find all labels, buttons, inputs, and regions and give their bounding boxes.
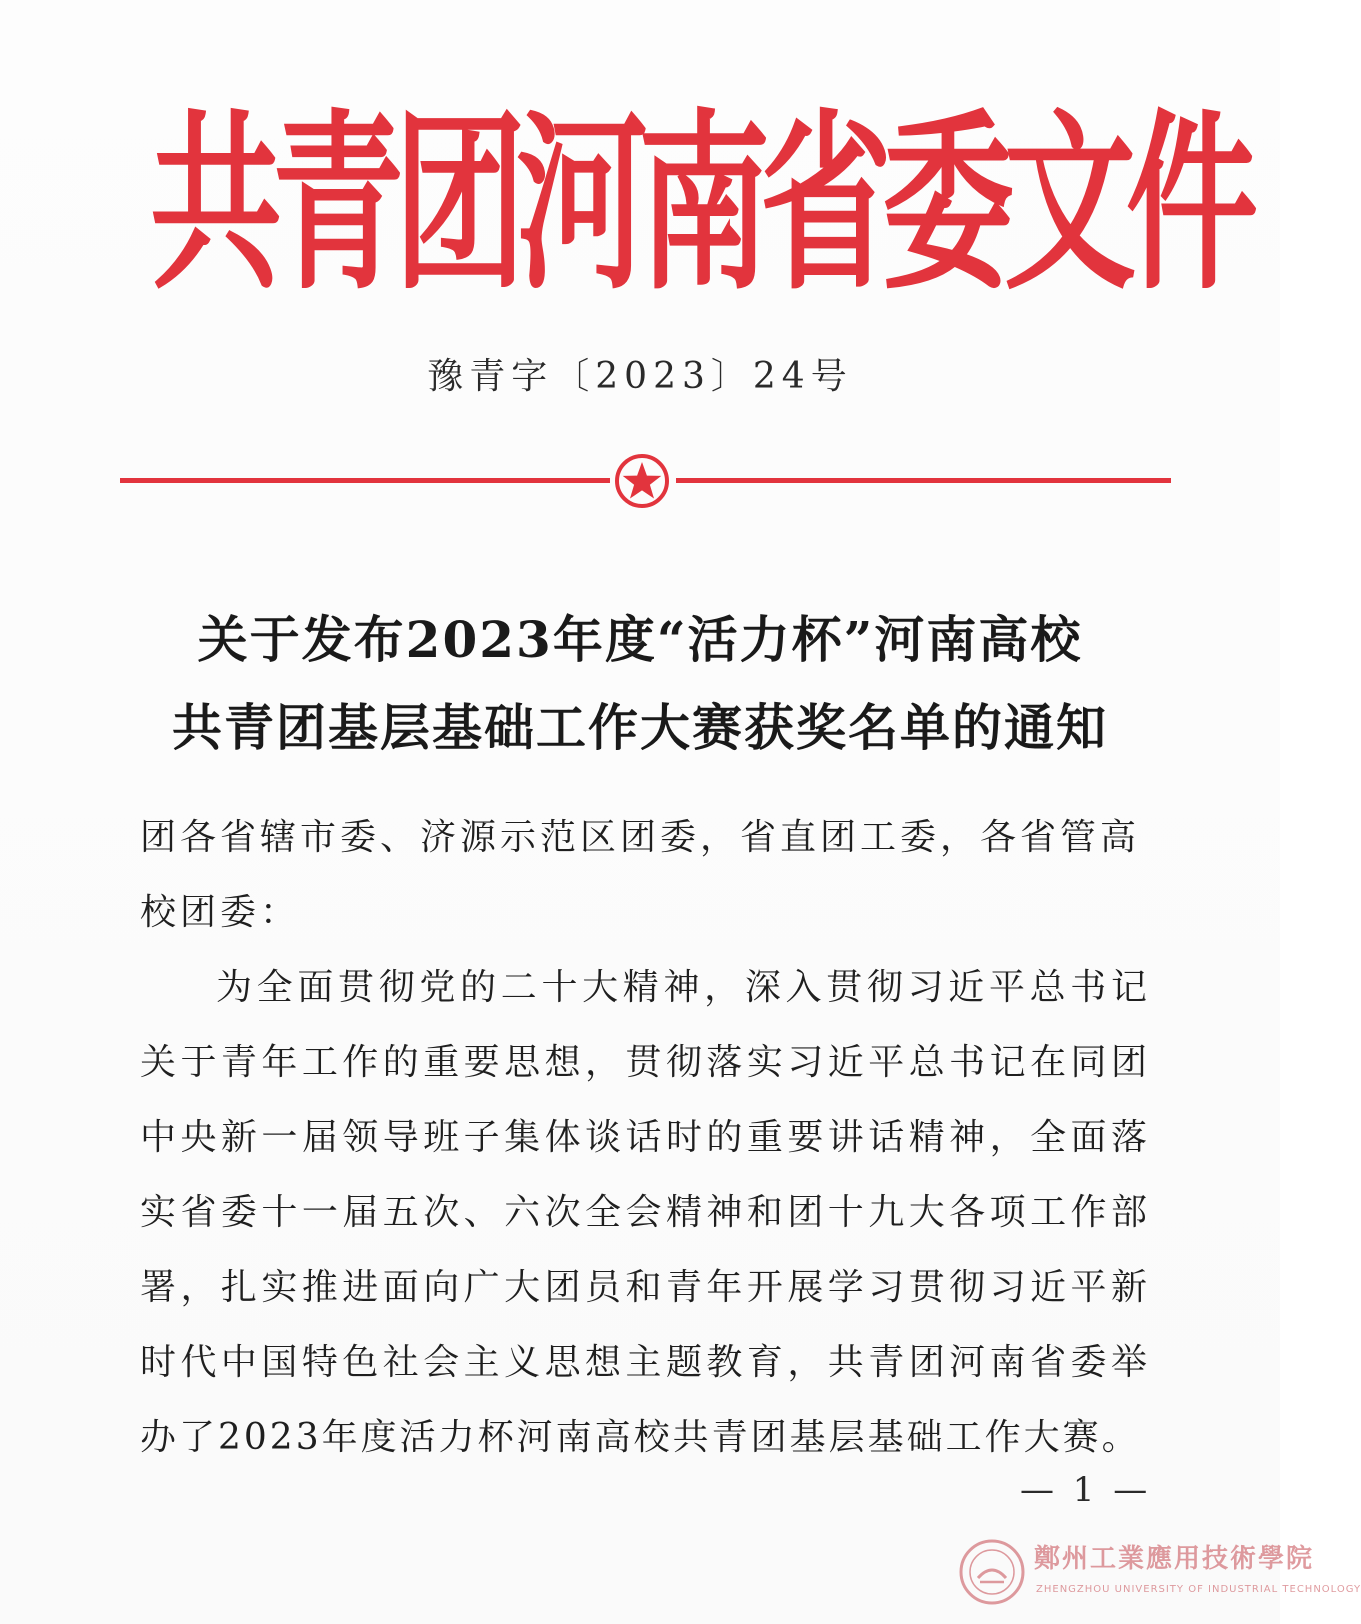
notice-title-line-1: 关于发布2023年度“活力杯”河南高校 (197, 610, 1083, 669)
notice-title-line-2: 共青团基层基础工作大赛获奖名单的通知 (172, 698, 1108, 757)
page-number: — 1 — (1020, 1470, 1152, 1510)
star-emblem-icon (613, 452, 671, 510)
salutation: 团各省辖市委、济源示范区团委，省直团工委，各省管高校团委： (140, 817, 1141, 933)
university-name-english: ZHENGZHOU UNIVERSITY OF INDUSTRIAL TECHNOLOGY (1036, 1584, 1361, 1595)
document-number: 豫青字〔2023〕24号 (427, 356, 853, 397)
red-divider-left (120, 478, 610, 483)
university-watermark (958, 1532, 1361, 1612)
university-name: 鄭州工業應用技術學院 (1034, 1544, 1315, 1574)
red-divider-right (676, 478, 1171, 483)
masthead-title: 共青团河南省委文件 (150, 93, 1248, 317)
university-seal-icon (958, 1538, 1026, 1606)
body-paragraph: 为全面贯彻党的二十大精神，深入贯彻习近平总书记关于青年工作的重要思想，贯彻落实习近平总书记在同团中央新一届领导班子集体谈话时的重要讲话精神，全面落实省委十一届五次、六次全会精神和团十九大各项工作部署，扎实推进面向广大团员和青年开展学习贯彻习近平新时代中国特色社会主义思想主题教育，共青团河南省委举办了2023年度活力杯河南高校共青团基层基础工作大赛。 (140, 967, 1150, 1458)
